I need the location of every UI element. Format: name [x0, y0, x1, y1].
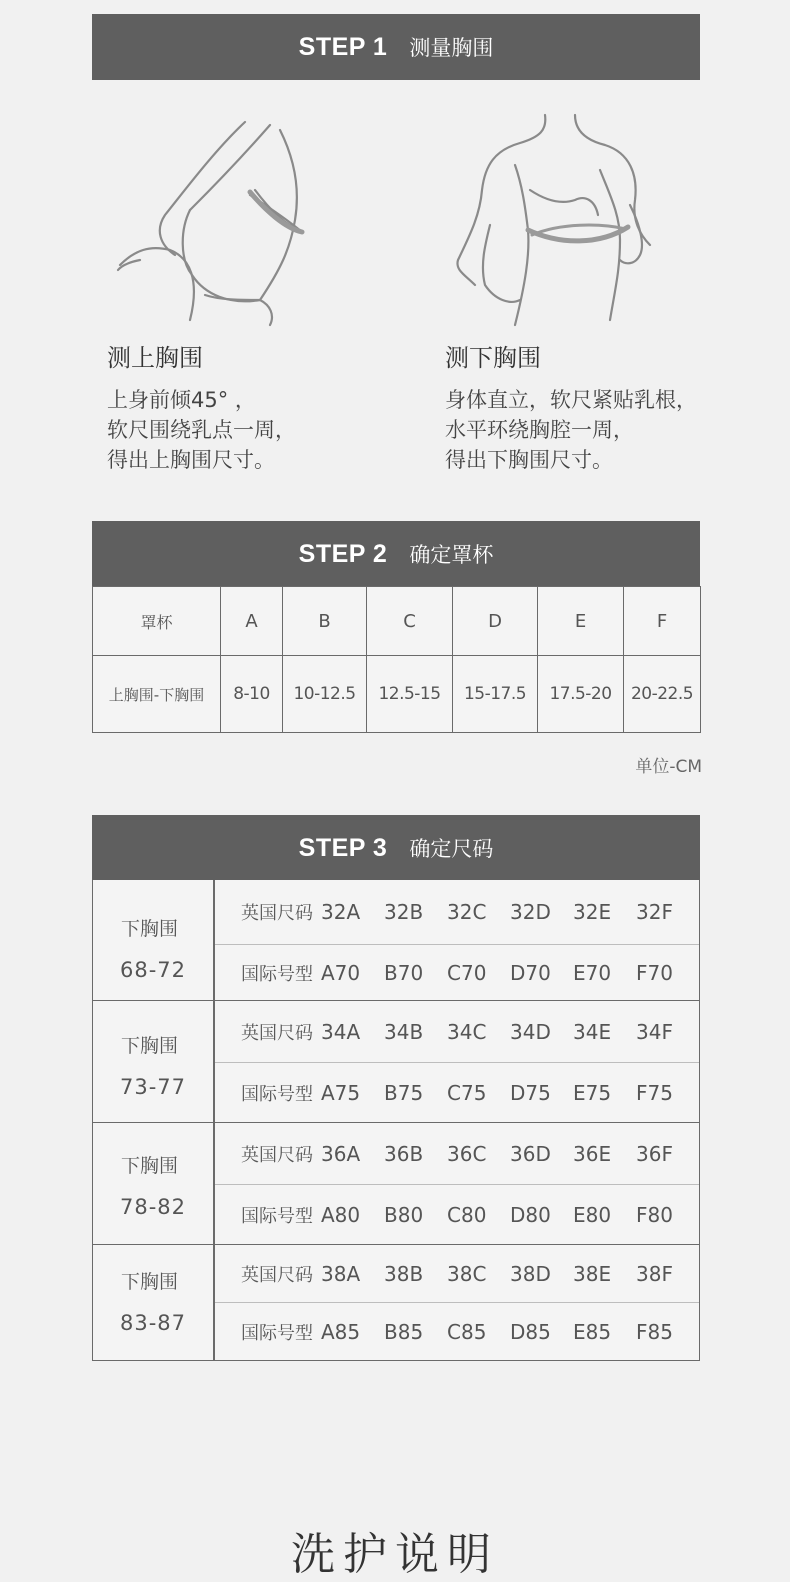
upper-bust-line: 上身前倾45° ， [107, 388, 256, 412]
cup-letter: E [538, 587, 624, 656]
cup-letter: D [453, 587, 538, 656]
underbust-cell [93, 1123, 215, 1244]
uk-size: 34E [573, 1019, 612, 1044]
uk-size: 36D [510, 1141, 551, 1166]
intl-size-label: 国际号型 [241, 963, 313, 985]
intl-size: E80 [573, 1202, 612, 1227]
cup-range-row [93, 656, 701, 733]
underbust-cell [93, 1245, 215, 1360]
size-chart [92, 880, 700, 1361]
upper-bust-line: 得出上胸围尺寸。 [107, 448, 275, 472]
step2-title: 确定罩杯 [409, 543, 494, 567]
uk-size: 38B [384, 1261, 424, 1286]
uk-size: 38F [636, 1261, 673, 1286]
underbust-label: 下胸围 [121, 1035, 179, 1057]
intl-size: C85 [447, 1319, 487, 1344]
cup-range: 17.5-20 [538, 656, 624, 733]
size-group [93, 1245, 699, 1360]
upper-bust-title: 测上胸围 [107, 344, 203, 372]
uk-size: 36B [384, 1141, 424, 1166]
underbust-range: 83-87 [120, 1311, 187, 1335]
intl-size: B85 [384, 1319, 424, 1344]
intl-size: D70 [510, 960, 551, 985]
uk-size: 32B [384, 900, 424, 924]
intl-size-row [215, 1303, 699, 1360]
intl-size: E75 [573, 1080, 612, 1105]
underbust-cell [93, 880, 215, 1000]
intl-size: C75 [447, 1080, 487, 1105]
uk-size: 32C [447, 900, 487, 924]
step1-banner [92, 14, 700, 80]
intl-size-label: 国际号型 [241, 1083, 313, 1105]
lower-bust-line: 身体直立，软尺紧贴乳根， [445, 388, 697, 412]
intl-size-label: 国际号型 [241, 1322, 313, 1344]
underbust-label: 下胸围 [121, 918, 179, 940]
lower-bust-title: 测下胸围 [445, 344, 541, 372]
lower-bust-instructions [445, 385, 697, 475]
underbust-cell [93, 1001, 215, 1122]
intl-size: C70 [447, 960, 487, 985]
uk-size: 38C [447, 1261, 487, 1286]
intl-size: E70 [573, 960, 612, 985]
uk-size: 32E [573, 900, 612, 924]
uk-size-row [215, 1245, 699, 1303]
lower-bust-figure [450, 105, 660, 330]
intl-size: D75 [510, 1080, 551, 1105]
uk-size: 34F [636, 1019, 673, 1044]
step1-number: STEP 1 [298, 32, 388, 61]
uk-size: 36F [636, 1141, 673, 1166]
lower-bust-line: 得出下胸围尺寸。 [445, 448, 613, 472]
uk-size: 34A [321, 1019, 361, 1044]
uk-size: 32F [636, 900, 673, 924]
upper-bust-figure [110, 110, 320, 330]
intl-size: F75 [636, 1080, 673, 1105]
step3-banner [92, 815, 700, 881]
upper-bust-line: 软尺围绕乳点一周， [107, 418, 296, 442]
intl-size: B80 [384, 1202, 424, 1227]
size-group [93, 1123, 699, 1245]
cup-header-row [93, 587, 701, 656]
intl-size: F85 [636, 1319, 673, 1344]
intl-size-row [215, 945, 699, 1000]
size-group [93, 880, 699, 1001]
uk-size-row [215, 1123, 699, 1185]
cup-range: 15-17.5 [453, 656, 538, 733]
step2-banner [92, 521, 700, 587]
underbust-label: 下胸围 [121, 1155, 179, 1177]
step2-number: STEP 2 [298, 539, 388, 568]
uk-size: 32A [321, 900, 361, 924]
uk-size-label: 英国尺码 [241, 1144, 313, 1166]
intl-size: A75 [321, 1080, 361, 1105]
underbust-range: 68-72 [120, 958, 187, 982]
intl-size: B75 [384, 1080, 424, 1105]
cup-header-label: 罩杯 [93, 587, 221, 656]
cup-range: 10-12.5 [283, 656, 367, 733]
cup-range: 20-22.5 [624, 656, 701, 733]
intl-size: F70 [636, 960, 673, 985]
care-instructions-title: 洗护说明 [291, 1529, 499, 1580]
cup-size-table [92, 586, 701, 733]
uk-size: 36E [573, 1141, 612, 1166]
cup-letter: A [221, 587, 283, 656]
intl-size: A80 [321, 1202, 361, 1227]
intl-size: B70 [384, 960, 424, 985]
intl-size: A70 [321, 960, 361, 985]
cup-range: 8-10 [221, 656, 283, 733]
uk-size: 38A [321, 1261, 361, 1286]
lower-bust-line: 水平环绕胸腔一周， [445, 418, 634, 442]
uk-size: 34B [384, 1019, 424, 1044]
cup-letter: B [283, 587, 367, 656]
uk-size: 34C [447, 1019, 487, 1044]
intl-size: D85 [510, 1319, 551, 1344]
uk-size: 34D [510, 1019, 551, 1044]
uk-size-row [215, 1001, 699, 1063]
uk-size: 38E [573, 1261, 612, 1286]
intl-size: C80 [447, 1202, 487, 1227]
uk-size: 36C [447, 1141, 487, 1166]
intl-size-label: 国际号型 [241, 1205, 313, 1227]
intl-size: F80 [636, 1202, 673, 1227]
step3-title: 确定尺码 [409, 837, 494, 861]
intl-size: E85 [573, 1319, 612, 1344]
uk-size-label: 英国尺码 [241, 903, 313, 924]
cup-range: 12.5-15 [367, 656, 453, 733]
intl-size: D80 [510, 1202, 551, 1227]
uk-size-row [215, 880, 699, 945]
uk-size: 38D [510, 1261, 551, 1286]
unit-note: 单位-CM [635, 757, 702, 777]
cup-range-label: 上胸围-下胸围 [93, 656, 221, 733]
uk-size: 36A [321, 1141, 361, 1166]
underbust-range: 78-82 [120, 1195, 187, 1219]
intl-size: A85 [321, 1319, 361, 1344]
uk-size-label: 英国尺码 [241, 1264, 313, 1286]
step1-title: 测量胸围 [409, 36, 494, 60]
size-group [93, 1001, 699, 1123]
cup-letter: C [367, 587, 453, 656]
cup-letter: F [624, 587, 701, 656]
intl-size-row [215, 1063, 699, 1122]
step3-number: STEP 3 [298, 833, 388, 862]
upper-bust-instructions [107, 385, 296, 475]
uk-size: 32D [510, 900, 551, 924]
underbust-range: 73-77 [120, 1075, 187, 1099]
uk-size-label: 英国尺码 [241, 1022, 313, 1044]
underbust-label: 下胸围 [121, 1271, 179, 1293]
intl-size-row [215, 1185, 699, 1244]
